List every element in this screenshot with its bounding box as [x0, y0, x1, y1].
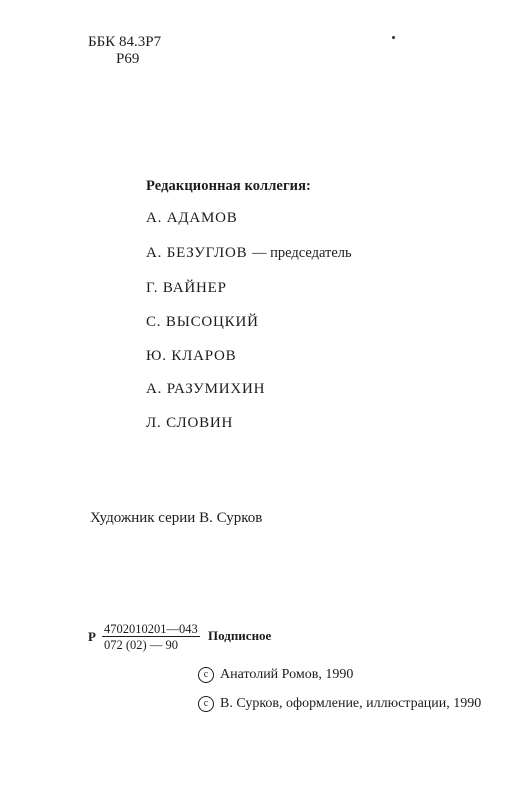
series-artist-credit: Художник серии В. Сурков [90, 510, 263, 526]
copyright-text: Анатолий Ромов, 1990 [220, 667, 354, 682]
board-member [146, 280, 227, 297]
board-member [146, 348, 237, 365]
member-name: Г. ВАЙНЕР [146, 280, 227, 296]
imprint-letter: Р [88, 629, 96, 644]
copyright-text: В. Сурков, оформление, иллюстрации, 1990 [220, 696, 482, 711]
member-name: А. РАЗУМИХИН [146, 381, 266, 397]
board-member [146, 381, 265, 398]
editorial-board-title: Редакционная коллегия: [146, 178, 311, 194]
bbk-code: ББК 84.3Р7 [88, 34, 162, 50]
member-name: Л. СЛОВИН [146, 415, 234, 431]
imprint-numerator: 4702010201—043 [104, 622, 198, 636]
board-member [146, 210, 238, 227]
classification-codes [88, 34, 161, 68]
board-member [146, 245, 352, 262]
author-mark: Р69 [116, 51, 140, 67]
imprint-denominator: 072 (02) — 90 [102, 636, 200, 652]
print-speck [392, 36, 395, 39]
member-name: А. АДАМОВ [146, 210, 238, 226]
member-role: — председатель [251, 245, 352, 261]
subscription-note: Подписное [208, 628, 272, 643]
member-name: С. ВЫСОЦКИЙ [146, 314, 259, 330]
copyright-icon: c [198, 667, 214, 683]
member-name: Ю. КЛАРОВ [146, 348, 237, 364]
copyright-icon: c [198, 696, 214, 712]
copyright-line [198, 667, 353, 683]
board-member [146, 314, 259, 331]
copyright-line [198, 696, 481, 712]
imprint-fraction [102, 622, 200, 652]
board-member [146, 415, 233, 432]
member-name: А. БЕЗУГЛОВ [146, 245, 248, 261]
